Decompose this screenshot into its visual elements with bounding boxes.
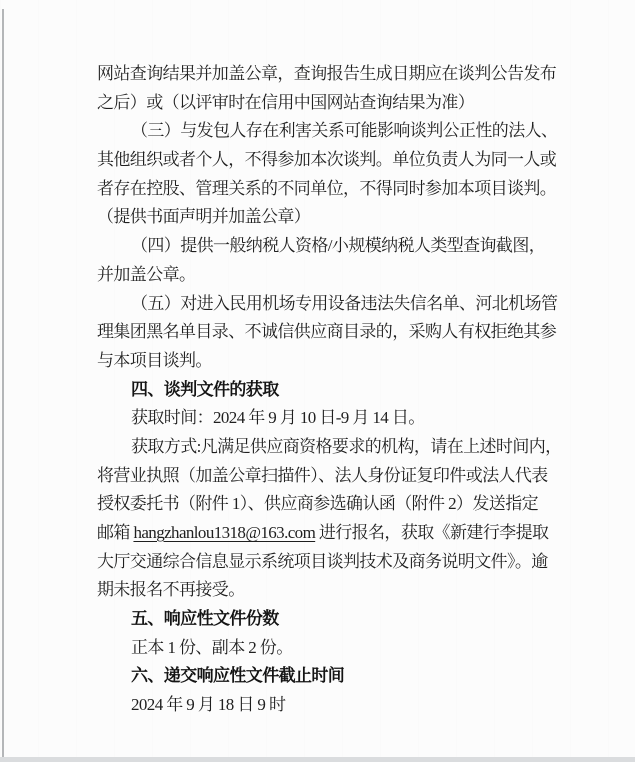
- document-line: [97, 232, 569, 261]
- document-line: [97, 146, 569, 175]
- document-line: [97, 318, 569, 347]
- text-segment: 邮箱: [97, 523, 134, 542]
- section-heading: [97, 605, 569, 634]
- document-line: [97, 433, 569, 462]
- document-line: [97, 60, 569, 89]
- document-line: [97, 404, 569, 433]
- text-segment: （提供书面声明并加盖公章）: [97, 207, 311, 227]
- text-segment: 将营业执照（加盖公章扫描件）、法人身份证复印件或法人代表: [97, 465, 548, 485]
- text-segment: 网站查询结果并加盖公章，查询报告生成日期应在谈判公告发布: [97, 64, 557, 83]
- text-segment: 并加盖公章。: [97, 264, 196, 284]
- text-segment: （三）与发包人存在利害关系可能影响谈判公正性的法人、: [131, 121, 558, 141]
- text-segment: 获取时间：2024 年 9 月 10 日-9 月 14 日。: [131, 408, 425, 428]
- text-segment: 五、响应性文件份数: [131, 609, 279, 629]
- text-segment: 与本项目谈判。: [97, 350, 212, 370]
- document-line: [97, 347, 569, 376]
- text-segment: 2024 年 9 月 18 日 9 时: [131, 695, 286, 715]
- text-segment: 六、递交响应性文件截止时间: [131, 666, 345, 686]
- text-segment: 大厅交通综合信息显示系统项目谈判技术及商务说明文件》。逾: [97, 551, 548, 571]
- text-segment: 四、谈判文件的获取: [131, 379, 279, 399]
- document-line: [97, 290, 569, 319]
- document-line: [97, 462, 569, 491]
- text-segment: 正本 1 份、副本 2 份。: [131, 637, 293, 657]
- email-address: hangzhanlou1318@163.com: [133, 523, 316, 542]
- text-segment: 之后）或（以评审时在信用中国网站查询结果为准）: [97, 92, 475, 112]
- document-line: [97, 634, 569, 663]
- document-line: [97, 490, 569, 519]
- document-line: [97, 691, 569, 720]
- text-segment: 其他组织或者个人，不得参加本次谈判。单位负责人为同一人或: [97, 150, 557, 170]
- document-line: [97, 261, 569, 290]
- scan-left-edge-line: [2, 9, 4, 759]
- text-segment: （四）提供一般纳税人资格/小规模纳税人类型查询截图，: [131, 236, 546, 256]
- document-line: [97, 519, 569, 548]
- text-segment: 理集团黑名单目录、不诚信供应商目录的，采购人有权拒绝其参: [97, 322, 557, 342]
- document-line: [97, 203, 569, 232]
- document-line: [97, 117, 569, 146]
- section-heading: [97, 376, 569, 405]
- scan-bottom-strip: [0, 757, 635, 762]
- document-line: [97, 548, 569, 577]
- text-segment: 期未报名不再接受。: [97, 580, 245, 600]
- text-segment: 者存在控股、管理关系的不同单位，不得同时参加本项目谈判。: [97, 178, 557, 198]
- document-line: [97, 175, 569, 204]
- document-line: [97, 89, 569, 118]
- text-segment: 进行报名，获取《新建行李提取: [315, 523, 549, 542]
- section-heading: [97, 662, 569, 691]
- text-segment: （五）对进入民用机场专用设备违法失信名单、河北机场管: [131, 293, 558, 313]
- text-segment: 授权委托书（附件 1）、供应商参选确认函（附件 2）发送指定: [97, 494, 538, 514]
- document-line: [97, 576, 569, 605]
- document-body: [97, 60, 569, 720]
- text-segment: 获取方式:凡满足供应商资格要求的机构，请在上述时间内，: [131, 436, 562, 456]
